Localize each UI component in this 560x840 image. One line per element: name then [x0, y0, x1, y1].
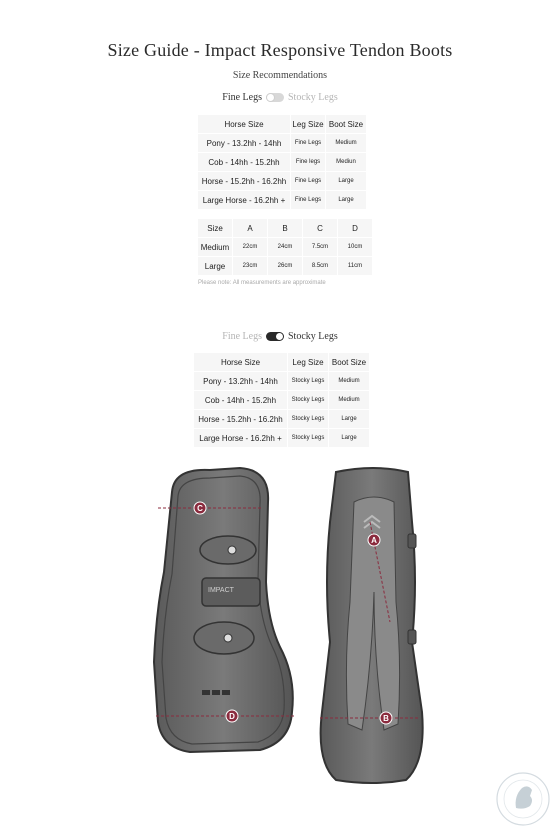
leg-type-switch[interactable]: [266, 93, 284, 102]
cell-size: Large: [198, 257, 232, 275]
cell-boot-size: Medium: [326, 134, 366, 152]
measure-label-b: B: [383, 714, 389, 723]
measure-label-a: A: [371, 536, 377, 545]
leg-type-toggle-stocky[interactable]: [0, 331, 560, 342]
cell-horse-size: Cob - 14hh - 15.2hh: [198, 153, 290, 171]
measure-label-c: C: [197, 504, 203, 513]
boot-logo-text: IMPACT: [208, 587, 234, 594]
table-row: [198, 257, 372, 275]
cell-leg-size: Fine legs: [291, 153, 325, 171]
cell-leg-size: Fine Legs: [291, 134, 325, 152]
cell-horse-size: Pony - 13.2hh - 14hh: [198, 134, 290, 152]
toggle-label-stocky-legs[interactable]: Stocky Legs: [288, 331, 338, 342]
cell-a: 22cm: [233, 238, 267, 256]
brand-watermark-logo: [494, 770, 552, 828]
col-header-boot-size: Boot Size: [329, 353, 369, 371]
col-header-leg-size: Leg Size: [291, 115, 325, 133]
table-row: [198, 172, 366, 190]
table-row: [198, 191, 366, 209]
toggle-label-fine-legs[interactable]: Fine Legs: [222, 331, 262, 342]
measure-marker-d: [226, 710, 238, 722]
col-header-c: C: [303, 219, 337, 237]
cell-b: 24cm: [268, 238, 302, 256]
table-row: [194, 410, 369, 428]
table-row: [194, 391, 369, 409]
size-recommendation-table-stocky: [193, 352, 370, 448]
measure-marker-a: [368, 534, 380, 546]
measure-marker-c: [194, 502, 206, 514]
cell-size: Medium: [198, 238, 232, 256]
page-subtitle: Size Recommendations: [232, 70, 328, 81]
cell-boot-size: Large: [329, 410, 369, 428]
toggle-label-fine-legs[interactable]: Fine Legs: [222, 92, 262, 103]
cell-c: 8.5cm: [303, 257, 337, 275]
leg-type-toggle-fine[interactable]: [0, 92, 560, 103]
measurements-table: [197, 218, 373, 276]
col-header-size: Size: [198, 219, 232, 237]
cell-leg-size: Stocky Legs: [288, 391, 328, 409]
cell-horse-size: Horse - 15.2hh - 16.2hh: [198, 172, 290, 190]
cell-boot-size: Large: [329, 429, 369, 447]
cell-boot-size: Medium: [329, 391, 369, 409]
table-row: [194, 429, 369, 447]
table-row: [198, 153, 366, 171]
size-recommendation-table-fine: [197, 114, 367, 210]
cell-boot-size: Large: [326, 191, 366, 209]
measurement-note: Please note: All measurements are approximate: [198, 280, 326, 286]
col-header-horse-size: Horse Size: [194, 353, 287, 371]
col-header-d: D: [338, 219, 372, 237]
cell-leg-size: Stocky Legs: [288, 410, 328, 428]
cell-leg-size: Stocky Legs: [288, 372, 328, 390]
toggle-label-stocky-legs[interactable]: Stocky Legs: [288, 92, 338, 103]
cell-boot-size: Medium: [329, 372, 369, 390]
page-title: Size Guide - Impact Responsive Tendon Boots: [107, 40, 453, 60]
cell-b: 26cm: [268, 257, 302, 275]
boot-measurement-diagram: [150, 462, 440, 792]
leg-type-switch[interactable]: [266, 332, 284, 341]
cell-boot-size: Large: [326, 172, 366, 190]
cell-boot-size: Mediun: [326, 153, 366, 171]
cell-leg-size: Stocky Legs: [288, 429, 328, 447]
cell-horse-size: Horse - 15.2hh - 16.2hh: [194, 410, 287, 428]
col-header-horse-size: Horse Size: [198, 115, 290, 133]
col-header-leg-size: Leg Size: [288, 353, 328, 371]
col-header-a: A: [233, 219, 267, 237]
table-row: [198, 134, 366, 152]
boot-side-view: [154, 468, 296, 752]
cell-horse-size: Cob - 14hh - 15.2hh: [194, 391, 287, 409]
cell-horse-size: Large Horse - 16.2hh +: [198, 191, 290, 209]
cell-d: 10cm: [338, 238, 372, 256]
boot-front-view: [320, 468, 423, 783]
cell-c: 7.5cm: [303, 238, 337, 256]
table-row: [198, 238, 372, 256]
cell-d: 11cm: [338, 257, 372, 275]
cell-a: 23cm: [233, 257, 267, 275]
col-header-boot-size: Boot Size: [326, 115, 366, 133]
cell-leg-size: Fine Legs: [291, 172, 325, 190]
col-header-b: B: [268, 219, 302, 237]
cell-horse-size: Pony - 13.2hh - 14hh: [194, 372, 287, 390]
measure-label-d: D: [229, 712, 235, 721]
table-row: [194, 372, 369, 390]
cell-leg-size: Fine Legs: [291, 191, 325, 209]
cell-horse-size: Large Horse - 16.2hh +: [194, 429, 287, 447]
measure-marker-b: [380, 712, 392, 724]
